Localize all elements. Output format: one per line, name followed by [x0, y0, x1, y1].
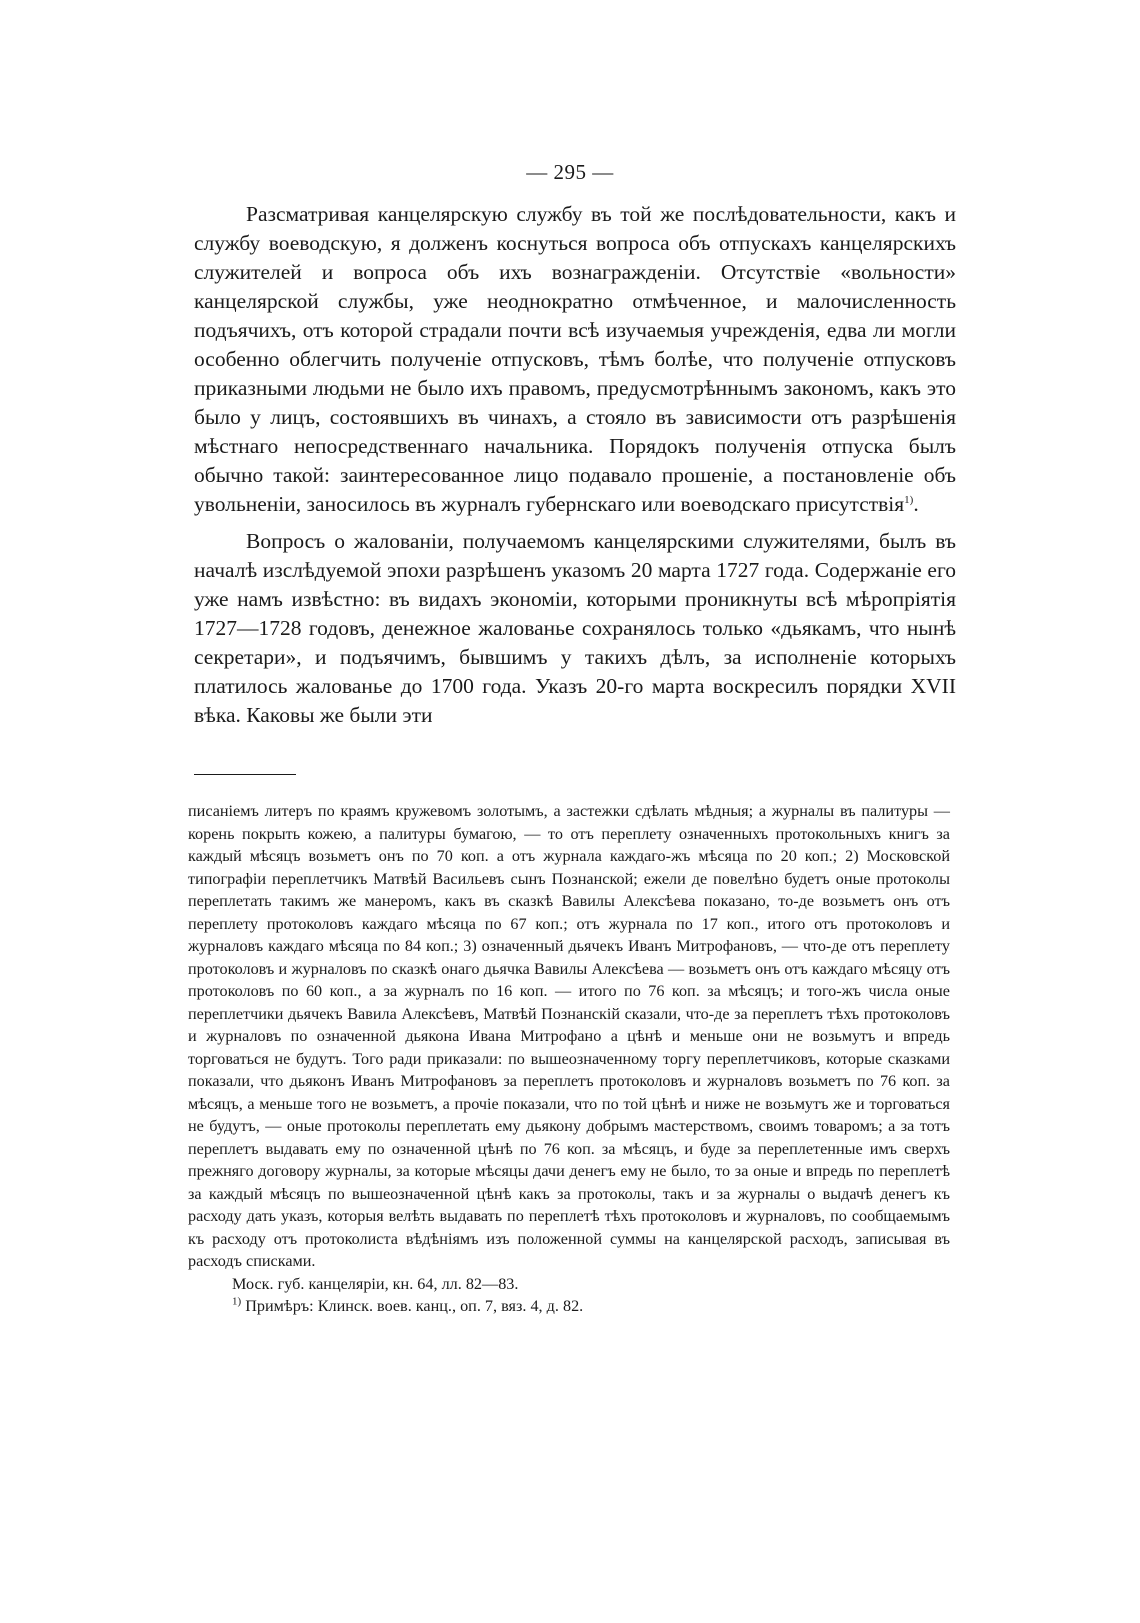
footnotes	[188, 800, 950, 1318]
footnote-separator	[194, 774, 296, 775]
footnote-1-text: Примѣръ: Клинск. воев. канц., оп. 7, вяз. 4, д. 82.	[241, 1297, 584, 1315]
footnote-1-marker: 1)	[232, 1295, 242, 1308]
paragraph-leave	[194, 200, 956, 519]
paragraph-leave-text: Разсматривая канцелярскую службу въ той же послѣдовательности, какъ и службу воеводскую, я долженъ коснуться вопроса объ отпускахъ канцелярскихъ служителей и вопроса объ ихъ вознагражденіи. Отсутствіе «вольности» канцелярской службы, уже неоднократно отмѣченное, и малочисленность подъячихъ, отъ которой страдали почти всѣ изучаемыя учрежденія, едва ли могли особенно облегчить полученіе отпусковъ, тѣмъ болѣе, что полученіе отпусковъ приказными людьми не было ихъ правомъ, предусмотрѣннымъ закономъ, какъ это было у лицъ, состоявшихъ въ чинахъ, а стояло въ зависимости отъ разрѣшенія мѣстнаго непосредственнаго начальника. Порядокъ полученія отпуска былъ обычно такой: заинтересованное лицо подавало прошеніе, а постановленіе объ увольненіи, заносилось въ журналъ губернскаго или воеводскаго присутствія	[194, 202, 956, 516]
page-number: — 295 —	[526, 160, 614, 184]
main-text	[194, 200, 956, 730]
paragraph-leave-end: .	[913, 492, 919, 516]
paragraph-salary: Вопросъ о жалованіи, получаемомъ канцелярскими служителями, былъ въ началѣ изслѣдуемой эпохи разрѣшенъ указомъ 20 марта 1727 года. Содержаніе его уже намъ извѣстно: въ видахъ экономіи, которыми проникнуты всѣ мѣропріятія 1727—1728 годовъ, денежное жалованье сохранялось только «дьякамъ, что нынѣ секретари», и подъячимъ, бывшимъ у такихъ дѣлъ, за исполненіе которыхъ платилось жалованье до 1700 года. Указъ 20-го марта воскресилъ порядки XVII вѣка. Каковы же были эти	[194, 529, 956, 727]
footnote-source: Моск. губ. канцеляріи, кн. 64, лл. 82—83.	[232, 1274, 519, 1293]
footnote-ref-1: 1)	[904, 493, 914, 506]
footnote-continued: писаніемъ литеръ по краямъ кружевомъ золотымъ, а застежки сдѣлать мѣдныя; а журналы въ палитуры — корень покрыть кожею, а палитуры бумагою, — то отъ переплету означенныхъ протокольныхъ книгъ за каждый мѣсяцъ возьметъ онъ по 70 коп. а отъ журнала каждаго-жъ мѣсяца по 20 коп.; 2) Московской типографіи переплетчикъ Матвѣй Васильевъ сынъ Познанской; ежели де повелѣно будетъ оные протоколы переплетать такимъ же манеромъ, какъ въ сказкѣ Вавилы Алексѣева показано, то-де возьметъ онъ отъ переплету протоколовъ каждаго мѣсяца по 67 коп.; отъ журнала по 17 коп., итого отъ протоколовъ и журналовъ каждаго мѣсяца по 84 коп.; 3) означенный дьячекъ Иванъ Митрофановъ, — что-де отъ переплету протоколовъ и журналовъ по сказкѣ онаго дьячка Вавилы Алексѣева — возьметъ онъ отъ каждаго мѣсяцу отъ протоколовъ по 60 коп., а за журналъ по 16 коп. — итого по 76 коп. за мѣсяцъ; и того-жъ числа оные переплетчики дьячекъ Вавила Алексѣевъ, Матвѣй Познанскій сказали, что-де за переплетъ тѣхъ протоколовъ и журналовъ по означенной дьякона Ивана Митрофано а цѣнѣ и меньше они не возьмутъ и впредь торговаться не будутъ. Того ради приказали: по вышеозначенному торгу переплетчиковъ, которые сказками показали, что дьяконъ Иванъ Митрофановъ за переплетъ протоколовъ и журналовъ возьметъ по 76 коп. за мѣсяцъ, а меньше того не возьметъ, а прочіе показали, что по той цѣнѣ и ниже не возьмутъ же и торговаться не будутъ, — оные протоколы переплетать ему дьякону добрымъ мастерствомъ, своимъ товаромъ; а за тотъ переплетъ выдавать ему по означенной цѣнѣ по 76 коп. за мѣсяцъ, и буде за переплетенные имъ сверхъ прежняго договору журналы, за которые мѣсяцы дачи денегъ ему не было, то за оные и впредь по переплетѣ за каждый мѣсяцъ по вышеозначенной цѣнѣ какъ за протоколы, такъ и за журналы о выдачѣ денегъ къ расходу дать указъ, которыя велѣть выдавать по переплетѣ тѣхъ протоколовъ и журналовъ, по сообщаемымъ къ расходу отъ протоколиста вѣдѣніямъ изъ положенной суммы на канцелярской расходъ, записывая въ расходъ списками.	[188, 802, 950, 1270]
footnote-1	[188, 1295, 950, 1318]
